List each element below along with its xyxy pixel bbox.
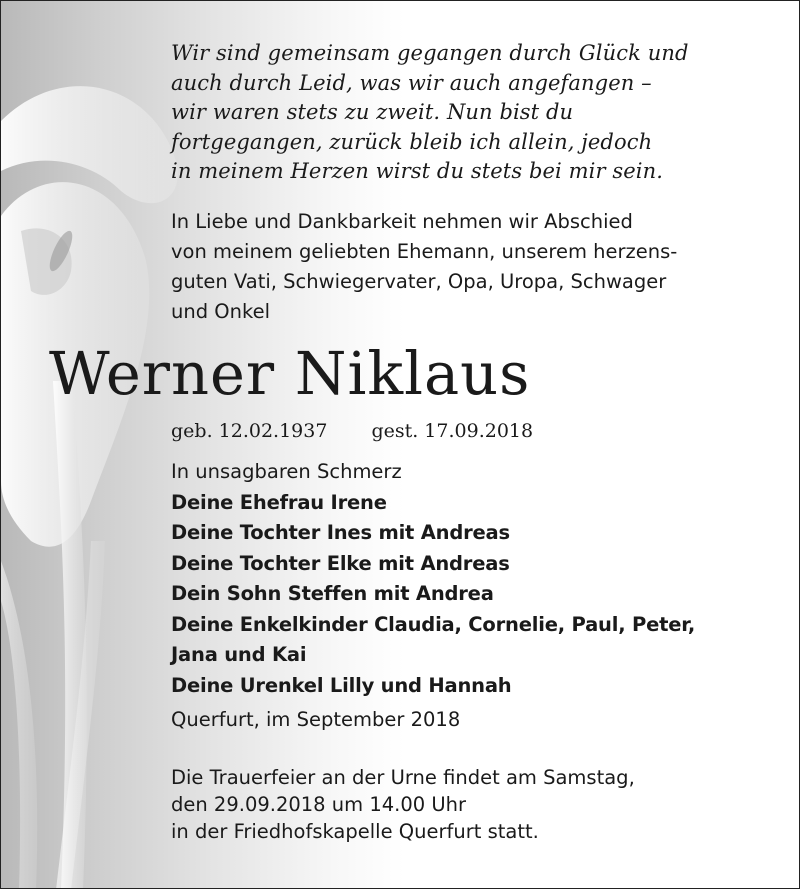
poem-line: Wir sind gemeinsam gegangen durch Glück und [171, 41, 689, 65]
poem-line: auch durch Leid, was wir auch angefangen – [171, 70, 652, 95]
life-dates [171, 416, 533, 446]
intro-line: guten Vati, Schwiegervater, Opa, Uropa, Schwager [171, 270, 667, 293]
place-date: Querfurt, im September 2018 [171, 708, 461, 731]
poem-line: in meinem Herzen wirst du stets bei mir sein. [171, 159, 664, 183]
mourner-line: Deine Tochter Elke mit Andreas [171, 551, 510, 575]
death-date: gest. 17.09.2018 [371, 420, 534, 442]
mourner-line: Jana und Kai [171, 643, 307, 666]
mourner-line: Deine Enkelkinder Claudia, Cornelie, Paul, Peter, [171, 612, 696, 636]
farewell-intro [171, 207, 771, 327]
funeral-service-info [171, 764, 781, 845]
service-line: Die Trauerfeier an der Urne findet am Samstag, [171, 766, 635, 789]
poem-line: wir waren stets zu zweit. Nun bist du [171, 100, 574, 124]
intro-line: von meinem geliebten Ehemann, unserem herzens- [171, 240, 678, 263]
poem [171, 39, 771, 187]
birth-date: geb. 12.02.1937 [171, 420, 328, 442]
service-line: den 29.09.2018 um 14.00 Uhr [171, 793, 467, 816]
poem-line: fortgegangen, zurück bleib ich allein, jedoch [171, 129, 653, 154]
mourner-line: Deine Tochter Ines mit Andreas [171, 521, 510, 544]
mourner-line: Deine Ehefrau Irene [171, 490, 387, 514]
mourner-line: Dein Sohn Steffen mit Andrea [171, 582, 494, 605]
mourners-lead: In unsagbaren Schmerz [171, 460, 402, 483]
mourner-line: Deine Urenkel Lilly und Hannah [171, 673, 512, 697]
intro-line: In Liebe und Dankbarkeit nehmen wir Abschied [171, 210, 633, 233]
deceased-name: Werner Niklaus [49, 339, 531, 408]
service-line: in der Friedhofskapelle Querfurt statt. [171, 820, 539, 843]
mourners-list [171, 457, 781, 701]
intro-line: und Onkel [171, 300, 271, 323]
